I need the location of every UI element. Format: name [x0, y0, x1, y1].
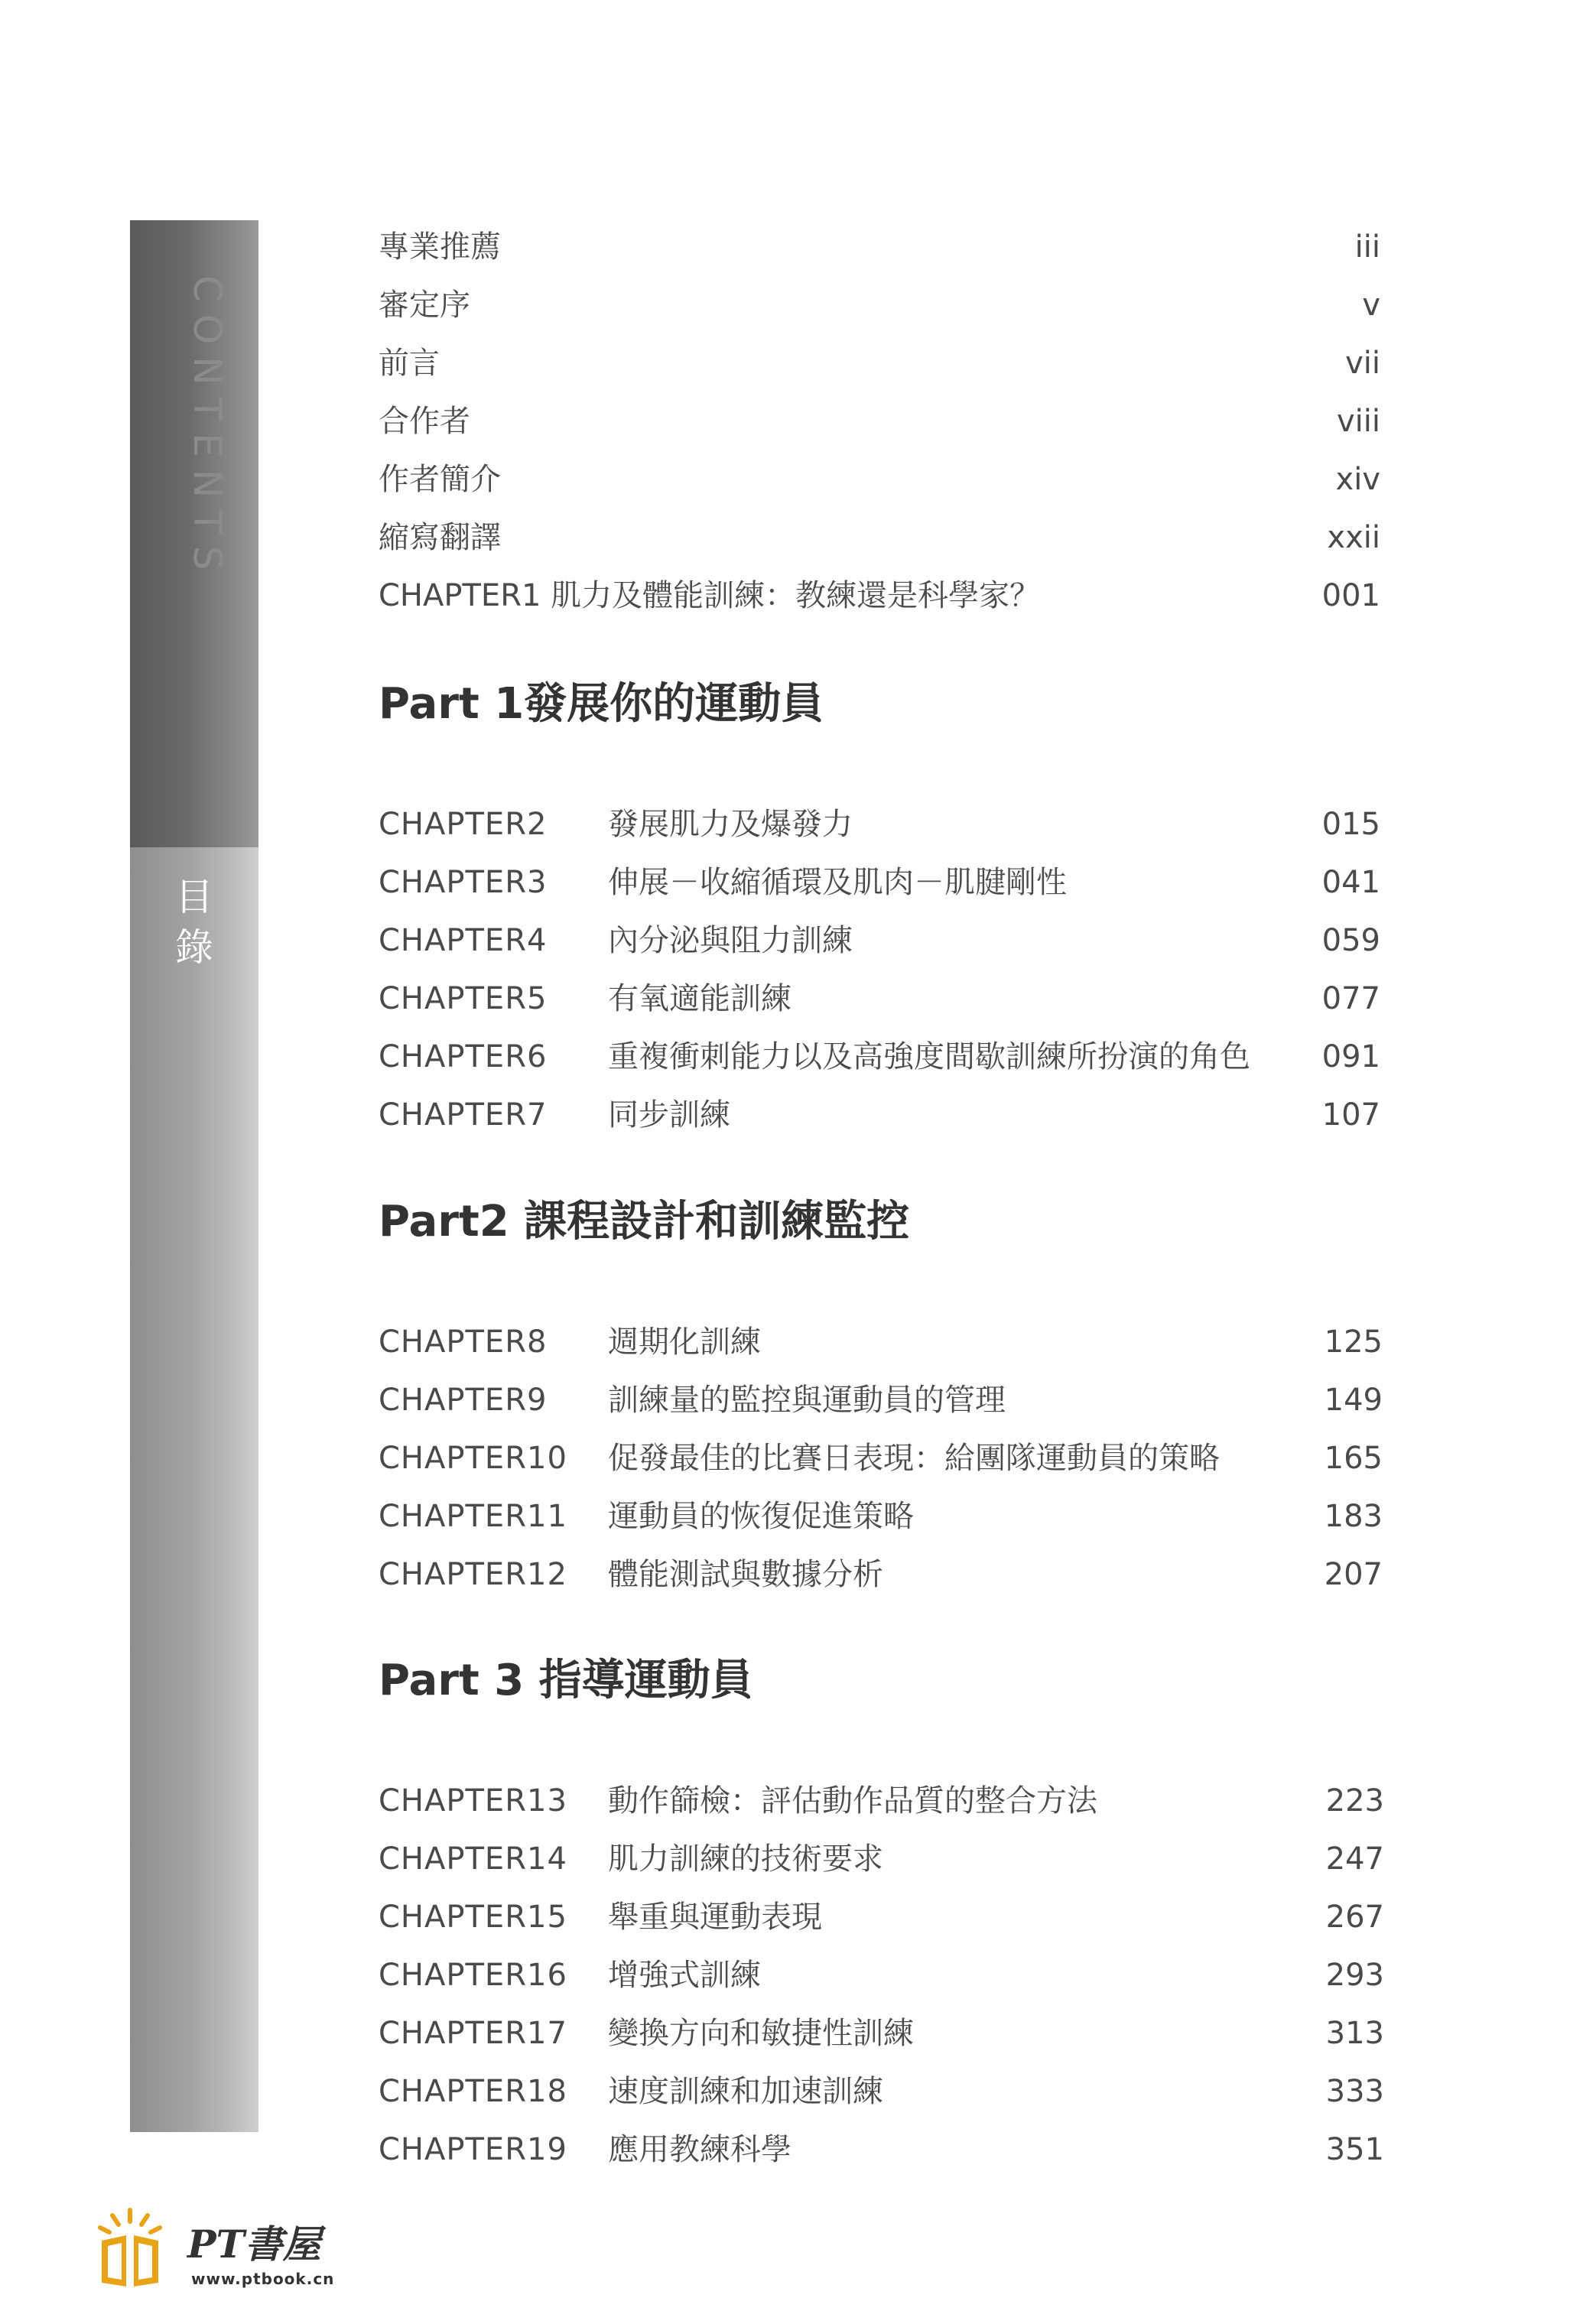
chapter-page: 247: [1325, 1841, 1384, 1877]
part-heading: Part 1發展你的運動員: [379, 679, 824, 729]
chapter-title[interactable]: 發展肌力及爆發力: [608, 807, 853, 842]
part-heading: Part2 課程設計和訓練監控: [379, 1197, 910, 1247]
chapter-label[interactable]: CHAPTER14: [379, 1841, 567, 1877]
toc-entry-title[interactable]: 專業推薦: [379, 229, 501, 265]
chapter-page: 041: [1321, 865, 1380, 900]
chapter-label[interactable]: CHAPTER3: [379, 865, 548, 900]
chapter-page: 077: [1321, 981, 1380, 1016]
chapter-page: 333: [1325, 2074, 1384, 2109]
sidebar-band-light: [130, 847, 258, 2132]
chapter-label[interactable]: CHAPTER16: [379, 1958, 567, 1993]
toc-entry-title[interactable]: 審定序: [379, 288, 470, 323]
mulu-label: 目錄: [175, 875, 213, 970]
chapter-title[interactable]: 體能測試與數據分析: [608, 1557, 883, 1592]
toc-entry-page: viii: [1336, 404, 1380, 439]
toc-entry-title[interactable]: 合作者: [379, 404, 470, 439]
chapter-label[interactable]: CHAPTER15: [379, 1900, 567, 1935]
chapter-page: 293: [1325, 1958, 1384, 1993]
chapter-page: 125: [1324, 1325, 1383, 1360]
chapter-page: 015: [1321, 807, 1380, 842]
chapter-title[interactable]: 有氧適能訓練: [608, 981, 792, 1016]
chapter-page: 059: [1321, 923, 1380, 958]
chapter-title[interactable]: 增強式訓練: [608, 1958, 761, 1993]
chapter-page: 313: [1325, 2016, 1384, 2051]
chapter-title[interactable]: 速度訓練和加速訓練: [608, 2074, 883, 2109]
contents-vertical-label: CONTENTS: [185, 275, 229, 583]
chapter-title[interactable]: 同步訓練: [608, 1097, 730, 1133]
chapter-label[interactable]: CHAPTER10: [379, 1441, 567, 1476]
toc-entry-page: 001: [1321, 578, 1380, 613]
chapter-page: 107: [1321, 1097, 1380, 1133]
chapter-page: 351: [1325, 2132, 1384, 2167]
toc-entry-page: xiv: [1335, 462, 1380, 497]
chapter-label[interactable]: CHAPTER9: [379, 1383, 548, 1418]
toc-entry-page: iii: [1354, 229, 1380, 265]
chapter-label[interactable]: CHAPTER13: [379, 1783, 567, 1819]
chapter-title[interactable]: 週期化訓練: [608, 1325, 761, 1360]
chapter-page: 183: [1324, 1499, 1383, 1534]
chapter-title[interactable]: 訓練量的監控與運動員的管理: [608, 1383, 1006, 1418]
chapter-label[interactable]: CHAPTER7: [379, 1097, 548, 1133]
logo-url[interactable]: www.ptbook.cn: [191, 2270, 335, 2288]
chapter-title[interactable]: 變換方向和敏捷性訓練: [608, 2016, 914, 2051]
chapter-label[interactable]: CHAPTER12: [379, 1557, 567, 1592]
chapter-title[interactable]: 伸展－收縮循環及肌肉－肌腱剛性: [608, 865, 1067, 900]
chapter-label[interactable]: CHAPTER5: [379, 981, 548, 1016]
toc-entry-title[interactable]: 前言: [379, 346, 440, 381]
toc-entry-title[interactable]: 作者簡介: [379, 462, 501, 497]
chapter-title[interactable]: 動作篩檢：評估動作品質的整合方法: [608, 1783, 1097, 1819]
chapter-label[interactable]: CHAPTER18: [379, 2074, 567, 2109]
toc-entry-page: v: [1362, 288, 1380, 323]
chapter-label[interactable]: CHAPTER4: [379, 923, 548, 958]
part-heading: Part 3 指導運動員: [379, 1656, 753, 1705]
chapter-page: 207: [1324, 1557, 1383, 1592]
chapter-label[interactable]: CHAPTER8: [379, 1325, 548, 1360]
toc-entry-page: xxii: [1327, 520, 1380, 555]
toc-entry-page: vii: [1345, 346, 1380, 381]
chapter-title[interactable]: 舉重與運動表現: [608, 1900, 822, 1935]
toc-entry-title[interactable]: CHAPTER1 肌力及體能訓練：教練還是科學家？: [379, 578, 1041, 613]
chapter-label[interactable]: CHAPTER6: [379, 1039, 548, 1074]
chapter-title[interactable]: 促發最佳的比賽日表現：給團隊運動員的策略: [608, 1441, 1220, 1476]
chapter-title[interactable]: 內分泌與阻力訓練: [608, 923, 853, 958]
chapter-label[interactable]: CHAPTER2: [379, 807, 548, 842]
chapter-title[interactable]: 運動員的恢復促進策略: [608, 1499, 914, 1534]
chapter-page: 091: [1321, 1039, 1380, 1074]
chapter-page: 223: [1325, 1783, 1384, 1819]
chapter-page: 165: [1324, 1441, 1383, 1476]
chapter-title[interactable]: 肌力訓練的技術要求: [608, 1841, 883, 1877]
toc-entry-title[interactable]: 縮寫翻譯: [379, 520, 501, 555]
chapter-page: 149: [1324, 1383, 1383, 1418]
chapter-title[interactable]: 重複衝刺能力以及高強度間歇訓練所扮演的角色: [608, 1039, 1250, 1074]
logo-text: PT書屋: [187, 2222, 321, 2267]
chapter-label[interactable]: CHAPTER17: [379, 2016, 567, 2051]
chapter-page: 267: [1325, 1900, 1384, 1935]
chapter-label[interactable]: CHAPTER19: [379, 2132, 567, 2167]
chapter-title[interactable]: 應用教練科學: [608, 2132, 792, 2167]
chapter-label[interactable]: CHAPTER11: [379, 1499, 567, 1534]
